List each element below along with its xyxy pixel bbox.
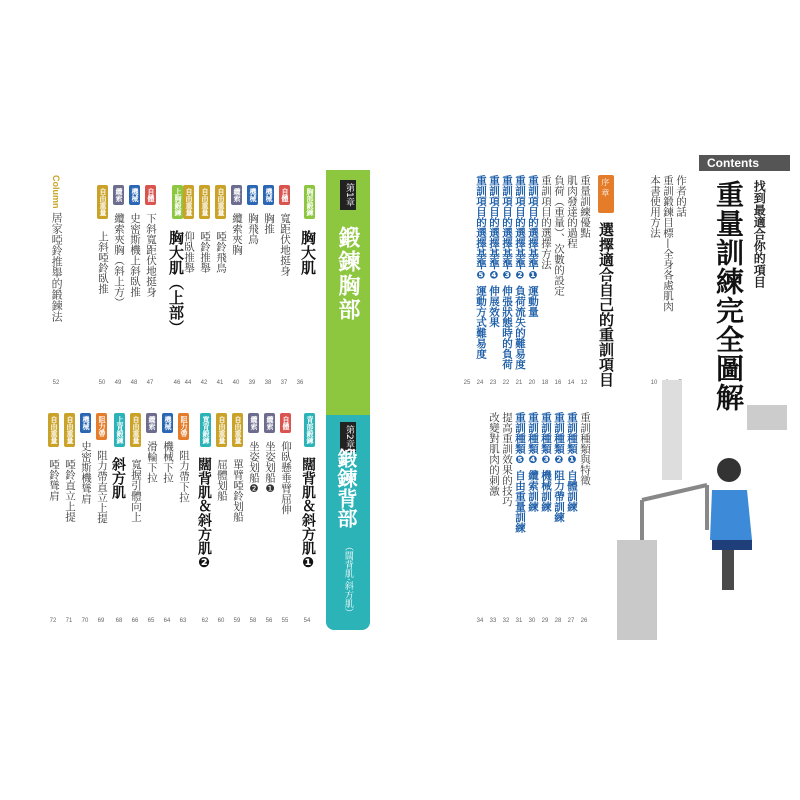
exercise-type-tag: 自由重量: [130, 413, 141, 447]
upper-back-section-tag: 上背鍛鍊: [114, 413, 125, 447]
page-number: 39: [248, 380, 256, 386]
exercise-type-tag: 自由重量: [199, 185, 210, 219]
page-number: 64: [163, 618, 171, 624]
exercise-type-tag: 機械: [247, 185, 258, 205]
exercise-type-tag: 纜索: [146, 413, 157, 433]
contents-entry: 重訓項目的選擇基準❶ 運動量: [527, 175, 539, 317]
intro-heading: 選擇適合自己的重訓項目: [597, 222, 615, 387]
chest-section-tag: 胸部鍛鍊: [304, 185, 315, 219]
exercise-type-tag: 自由重量: [97, 185, 108, 219]
page-number: 49: [114, 380, 122, 386]
page-number: 28: [554, 618, 562, 624]
exercise-type-tag: 自由重量: [215, 185, 226, 219]
contents-entry: 重訓項目的選擇方法: [540, 175, 552, 270]
page-number: 38: [264, 380, 272, 386]
contents-entry: 重訓鍛鍊目標—全身各處肌肉: [662, 175, 674, 312]
exercise-type-tag: 自體: [145, 185, 156, 205]
exercise-type-tag: 機械: [162, 413, 173, 433]
intro-tag-text: 序 章: [600, 178, 610, 197]
chest-section-heading: 胸大肌: [299, 230, 317, 275]
exercise-name: 坐姿划船❷: [248, 441, 260, 495]
exercise-type-tag: 自由重量: [183, 185, 194, 219]
exercise-type-tag: 機械: [80, 413, 91, 433]
page-number: 52: [52, 380, 60, 386]
contents-entry: 重訓種類❺ 自由重量訓練: [514, 412, 526, 533]
column-title: 居家啞鈴推舉的鍛鍊法: [50, 212, 64, 322]
exercise-name: 啞鈴聳肩: [48, 459, 60, 501]
page-number: 20: [528, 380, 536, 386]
page-number: 63: [179, 618, 187, 624]
exercise-type-tag: 自由重量: [64, 413, 75, 447]
chapter1-label: 第1章: [340, 180, 356, 210]
back-section-tag: 背部鍛鍊: [304, 413, 315, 447]
exercise-type-tag: 纜索: [231, 185, 242, 205]
contents-entry: 負荷（重量）、次數的設定: [553, 175, 565, 296]
exercise-type-tag: 纜索: [113, 185, 124, 205]
page-number: 36: [296, 380, 304, 386]
page-number: 23: [489, 380, 497, 386]
chapter2-title: 鍛鍊背部: [334, 448, 358, 528]
page-number: 54: [303, 618, 311, 624]
exercise-type-tag: 自體: [280, 413, 291, 433]
exercise-name: 屈體划船: [216, 459, 228, 501]
page-number: 27: [567, 618, 575, 624]
page-number: 42: [200, 380, 208, 386]
page-number: 26: [580, 618, 588, 624]
page-number: 72: [49, 618, 57, 624]
page-number: 10: [650, 380, 658, 386]
exercise-name: 坐姿划船❶: [264, 441, 276, 495]
page-number: 29: [541, 618, 549, 624]
exercise-name: 阻力帶直立上提: [96, 450, 108, 524]
chapter1-title: 鍛鍊胸部: [335, 226, 360, 322]
right-page: [412, 130, 790, 660]
page-number: 21: [515, 380, 523, 386]
contents-entry: 重訓項目的選擇基準❷ 負荷流失的難易度: [514, 175, 526, 370]
page-number: 33: [489, 618, 497, 624]
exercise-type-tag: 自由重量: [232, 413, 243, 447]
contents-entry: 重訓種類❸ 機械訓練: [540, 412, 552, 512]
exercise-type-tag: 纜索: [264, 413, 275, 433]
upper-chest-section-tag: 上胸鍛鍊: [172, 185, 183, 219]
page-number: 12: [580, 380, 588, 386]
wide-back-section-heading: 闊背肌＆斜方肌❷: [196, 457, 212, 571]
exercise-name: 阻力帶下拉: [178, 450, 190, 503]
exercise-name: 單臂啞鈴划船: [232, 459, 244, 522]
wide-back-section-tag: 寬背鍛鍊: [200, 413, 211, 447]
exercise-name: 滑輪下拉: [146, 441, 158, 483]
page-number: 16: [554, 380, 562, 386]
page-number: 34: [476, 618, 484, 624]
exercise-name: 仰臥懸垂臂屈伸: [280, 441, 292, 515]
exercise-type-tag: 機械: [263, 185, 274, 205]
contents-entry: 改變對肌肉的刺激: [488, 412, 500, 496]
contents-entry: 重訓種類❷ 阻力帶訓練: [553, 412, 565, 523]
page-number: 25: [463, 380, 471, 386]
contents-entry: 本書使用方法: [649, 175, 661, 238]
back-section-heading: 闊背肌＆斜方肌❶: [300, 457, 316, 571]
contents-entry: 重訓種類❶ 自體訓練: [566, 412, 578, 512]
contents-entry: 重訓種類❹ 纜索訓練: [527, 412, 539, 512]
exercise-name: 胸推: [263, 213, 275, 234]
contents-entry: 肌肉發達的過程: [566, 175, 578, 249]
page-number: 40: [232, 380, 240, 386]
page-number: 47: [146, 380, 154, 386]
contents-subtitle: 找到最適合你的項目: [752, 180, 767, 288]
page-number: 37: [280, 380, 288, 386]
upper-back-section-heading: 斜方肌: [110, 457, 126, 499]
page-number: 55: [281, 618, 289, 624]
exercise-type-tag: 自體: [279, 185, 290, 205]
contents-entry: 重量訓練優點: [579, 175, 591, 238]
page-number: 68: [115, 618, 123, 624]
exercise-name: 纜索夾胸: [231, 213, 243, 255]
page-number: 60: [217, 618, 225, 624]
contents-title: 重量訓練完全圖解: [712, 180, 745, 412]
page-number: 65: [147, 618, 155, 624]
page-number: 41: [216, 380, 224, 386]
page-number: 22: [502, 380, 510, 386]
exercise-name: 啞鈴直立上提: [64, 459, 76, 522]
exercise-type-tag: 纜索: [248, 413, 259, 433]
exercise-name: 胸飛鳥: [247, 213, 259, 245]
exercise-type-tag: 機械: [129, 185, 140, 205]
chapter2-subtitle: （闊背肌‧斜方肌）: [342, 542, 353, 617]
page-number: 58: [249, 618, 257, 624]
page-number: 70: [81, 618, 89, 624]
page-number: 62: [201, 618, 209, 624]
upper-chest-section-heading: 胸大肌（上部）: [167, 230, 185, 335]
left-page: [10, 130, 388, 660]
exercise-type-tag: 自由重量: [216, 413, 227, 447]
page-number: 46: [173, 380, 181, 386]
page-number: 59: [233, 618, 241, 624]
exercise-name: 史密斯機聳肩: [80, 441, 92, 504]
training-photo: [612, 380, 790, 640]
contents-entry: 重訓項目的選擇基準❺ 運動方式難易度: [475, 175, 487, 359]
page-number: 50: [98, 380, 106, 386]
exercise-name: 寬握引體向上: [130, 459, 142, 522]
exercise-name: 機械下拉: [162, 441, 174, 483]
contents-entry: 重訓項目的選擇基準❹ 伸展效果: [488, 175, 500, 328]
contents-entry: 提高重訓效果的技巧: [501, 412, 513, 507]
contents-entry: 作者的話: [675, 175, 687, 217]
page-number: 30: [528, 618, 536, 624]
exercise-name: 史密斯機上斜臥推: [129, 213, 141, 297]
page-number: 44: [184, 380, 192, 386]
page-number: 66: [131, 618, 139, 624]
exercise-name: 纜索夾胸（斜上方）: [113, 213, 125, 308]
contents-entry: 重訓種類與特徵: [579, 412, 591, 486]
page-number: 31: [515, 618, 523, 624]
contents-label: Contents: [707, 156, 759, 170]
exercise-type-tag: 自由重量: [48, 413, 59, 447]
page-number: 24: [476, 380, 484, 386]
exercise-name: 上斜啞鈴臥推: [97, 231, 109, 294]
page-number: 56: [265, 618, 273, 624]
page-number: 14: [567, 380, 575, 386]
exercise-type-tag: 阻力帶: [96, 413, 107, 440]
exercise-name: 啞鈴飛鳥: [215, 231, 227, 273]
exercise-name: 寬距伏地挺身: [279, 213, 291, 276]
column-tag: Column: [50, 175, 61, 209]
page-number: 69: [97, 618, 105, 624]
contents-entry: 重訓項目的選擇基準❸ 伸張狀態時的負荷: [501, 175, 513, 370]
page-number: 18: [541, 380, 549, 386]
exercise-type-tag: 阻力帶: [178, 413, 189, 440]
page-number: 32: [502, 618, 510, 624]
exercise-name: 下斜寬距伏地挺身: [145, 213, 157, 297]
chapter2-label: 第2章: [340, 422, 356, 452]
page-number: 71: [65, 618, 73, 624]
exercise-name: 啞鈴推舉: [199, 231, 211, 273]
page-number: 48: [130, 380, 138, 386]
exercise-name: 仰臥推舉: [183, 231, 195, 273]
